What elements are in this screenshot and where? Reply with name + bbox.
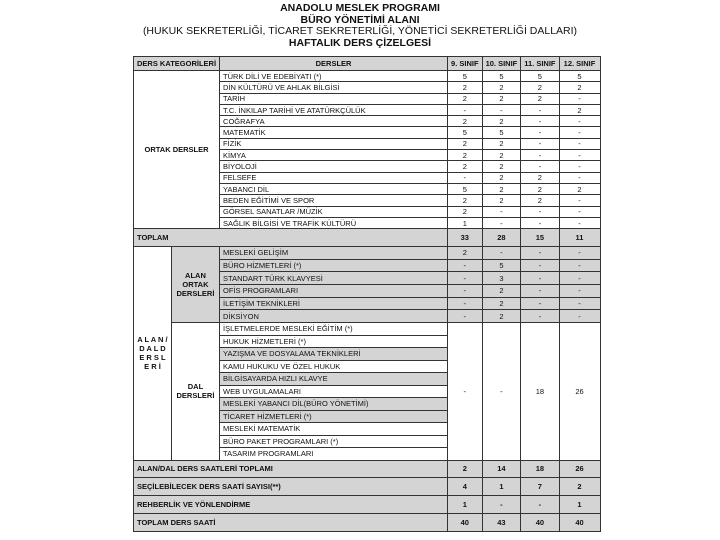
hours-cell: - — [448, 259, 483, 272]
header-grade: 11. SINIF — [521, 57, 559, 71]
hours-cell: - — [559, 127, 600, 138]
hours-cell: 5 — [448, 71, 483, 82]
hours-cell: - — [559, 259, 600, 272]
hours-cell: - — [559, 285, 600, 298]
summary-hours: - — [521, 496, 559, 514]
hours-cell: 5 — [482, 259, 521, 272]
summary-hours: 40 — [559, 513, 600, 531]
hours-cell: 3 — [482, 272, 521, 285]
course-name: BÜRO HİZMETLERİ (*) — [220, 259, 448, 272]
hours-cell: 2 — [448, 93, 483, 104]
hours-cell: - — [521, 116, 559, 127]
header-courses: DERSLER — [220, 57, 448, 71]
hours-cell: 2 — [448, 116, 483, 127]
hours-cell: - — [559, 93, 600, 104]
hours-cell: - — [559, 246, 600, 259]
course-name: BEDEN EĞİTİMİ VE SPOR — [220, 195, 448, 206]
hours-cell: - — [559, 172, 600, 183]
header-row — [134, 57, 601, 71]
course-name: STANDART TÜRK KLAVYESİ — [220, 272, 448, 285]
hours-cell: 2 — [559, 82, 600, 93]
hours-cell: - — [521, 127, 559, 138]
hours-cell: 2 — [448, 150, 483, 161]
summary-row — [134, 513, 601, 531]
course-name: WEB UYGULAMALARI — [220, 385, 448, 398]
course-name: MESLEKİ YABANCI DİL(BÜRO YÖNETİMİ) — [220, 398, 448, 411]
hours-cell: 2 — [482, 297, 521, 310]
hours-cell: 2 — [482, 195, 521, 206]
hours-cell: 2 — [559, 104, 600, 115]
hours-cell: - — [521, 217, 559, 228]
category-dal-dersleri: DAL DERSLERİ — [171, 323, 219, 461]
hours-cell: - — [521, 246, 559, 259]
hours-cell: - — [521, 161, 559, 172]
table-row — [134, 323, 601, 336]
course-name: DİKSİYON — [220, 310, 448, 323]
summary-hours: 1 — [448, 496, 483, 514]
hours-cell: 2 — [448, 195, 483, 206]
hours-cell: 5 — [521, 71, 559, 82]
summary-row — [134, 460, 601, 478]
course-name: BİLGİSAYARDA HIZLI KLAVYE — [220, 373, 448, 386]
hours-cell: 2 — [521, 195, 559, 206]
header-grade: 9. SINIF — [448, 57, 483, 71]
course-name: TÜRK DİLİ VE EDEBİYATI (*) — [220, 71, 448, 82]
hours-cell: 2 — [448, 246, 483, 259]
course-name: HUKUK HİZMETLERİ (*) — [220, 335, 448, 348]
total-label: TOPLAM — [134, 229, 448, 247]
hours-cell: 2 — [482, 172, 521, 183]
hours-cell: 2 — [521, 183, 559, 194]
hours-cell: - — [521, 285, 559, 298]
summary-hours: 40 — [448, 513, 483, 531]
title-field: BÜRO YÖNETİMİ ALANI — [300, 13, 420, 26]
header-grade: 10. SINIF — [482, 57, 521, 71]
hours-cell: - — [559, 150, 600, 161]
summary-hours: - — [482, 496, 521, 514]
hours-cell: 2 — [448, 138, 483, 149]
hours-cell: 2 — [559, 183, 600, 194]
course-name: FİZİK — [220, 138, 448, 149]
hours-cell: 2 — [482, 82, 521, 93]
course-name: İŞLETMELERDE MESLEKİ EĞİTİM (*) — [220, 323, 448, 336]
title-branches: (HUKUK SEKRETERLİĞİ, TİCARET SEKRETERLİĞİ, YÖNETİCİ SEKRETERLİĞİ DALLARI) — [142, 25, 578, 37]
hours-cell: 2 — [521, 93, 559, 104]
hours-cell: - — [448, 323, 483, 461]
hours-cell: - — [482, 217, 521, 228]
summary-row — [134, 496, 601, 514]
hours-cell: - — [559, 116, 600, 127]
summary-hours: 40 — [521, 513, 559, 531]
course-name: KİMYA — [220, 150, 448, 161]
summary-row — [134, 478, 601, 496]
hours-cell: - — [482, 104, 521, 115]
hours-cell: 2 — [448, 206, 483, 217]
course-name: BİYOLOJİ — [220, 161, 448, 172]
course-name: GÖRSEL SANATLAR /MÜZİK — [220, 206, 448, 217]
total-row — [134, 229, 601, 247]
course-name: BÜRO PAKET PROGRAMLARI (*) — [220, 435, 448, 448]
hours-cell: 2 — [448, 82, 483, 93]
hours-cell: 2 — [482, 150, 521, 161]
course-name: TARİH — [220, 93, 448, 104]
hours-cell: - — [521, 150, 559, 161]
hours-cell: 5 — [448, 183, 483, 194]
hours-cell: - — [559, 195, 600, 206]
hours-cell: 5 — [482, 127, 521, 138]
table-row — [134, 246, 601, 259]
total-hours: 33 — [448, 229, 483, 247]
course-name: MESLEKİ GELİŞİM — [220, 246, 448, 259]
hours-cell: - — [448, 297, 483, 310]
hours-cell: - — [521, 272, 559, 285]
summary-hours: 2 — [559, 478, 600, 496]
hours-cell: 2 — [482, 93, 521, 104]
total-hours: 11 — [559, 229, 600, 247]
summary-hours: 4 — [448, 478, 483, 496]
summary-hours: 43 — [482, 513, 521, 531]
hours-cell: - — [559, 297, 600, 310]
course-name: MESLEKİ MATEMATİK — [220, 423, 448, 436]
category-alan-ortak: ALAN ORTAK DERSLERİ — [171, 246, 219, 322]
summary-hours: 2 — [448, 460, 483, 478]
title-schedule: HAFTALIK DERS ÇİZELGESİ — [288, 36, 432, 49]
hours-cell: - — [521, 206, 559, 217]
course-name: SAĞLIK BİLGİSİ VE TRAFİK KÜLTÜRÜ — [220, 217, 448, 228]
summary-label: ALAN/DAL DERS SAATLERİ TOPLAMI — [134, 460, 448, 478]
hours-cell: 2 — [482, 138, 521, 149]
summary-hours: 1 — [559, 496, 600, 514]
hours-cell: - — [448, 272, 483, 285]
hours-cell: - — [521, 104, 559, 115]
header-grade: 12. SINIF — [559, 57, 600, 71]
hours-cell: - — [559, 310, 600, 323]
summary-label: SEÇİLEBİLECEK DERS SAATİ SAYISI(**) — [134, 478, 448, 496]
hours-cell: 2 — [482, 183, 521, 194]
summary-hours: 7 — [521, 478, 559, 496]
course-name: OFİS PROGRAMLARI — [220, 285, 448, 298]
hours-cell: - — [448, 104, 483, 115]
hours-cell: - — [559, 206, 600, 217]
summary-hours: 1 — [482, 478, 521, 496]
hours-cell: - — [448, 172, 483, 183]
hours-cell: - — [448, 310, 483, 323]
hours-cell: - — [559, 161, 600, 172]
hours-cell: 2 — [521, 172, 559, 183]
hours-cell: 5 — [559, 71, 600, 82]
hours-cell: - — [521, 310, 559, 323]
hours-cell: 5 — [482, 71, 521, 82]
category-alan-dal-dersleri: A L A N / D A L D E R S L E R İ — [134, 246, 172, 460]
hours-cell: - — [482, 246, 521, 259]
hours-cell: - — [559, 272, 600, 285]
hours-cell: 1 — [448, 217, 483, 228]
course-name: TİCARET HİZMETLERİ (*) — [220, 410, 448, 423]
course-name: DİN KÜLTÜRÜ VE AHLAK BİLGİSİ — [220, 82, 448, 93]
hours-cell: - — [482, 323, 521, 461]
total-hours: 28 — [482, 229, 521, 247]
title-program: ANADOLU MESLEK PROGRAMI — [280, 2, 440, 14]
hours-cell: 2 — [482, 116, 521, 127]
summary-label: TOPLAM DERS SAATİ — [134, 513, 448, 531]
hours-cell: 18 — [521, 323, 559, 461]
hours-cell: 26 — [559, 323, 600, 461]
weekly-schedule-table — [133, 56, 601, 532]
summary-hours: 18 — [521, 460, 559, 478]
course-name: FELSEFE — [220, 172, 448, 183]
hours-cell: - — [521, 138, 559, 149]
summary-hours: 26 — [559, 460, 600, 478]
course-name: YAZIŞMA VE DOSYALAMA TEKNİKLERİ — [220, 348, 448, 361]
hours-cell: 2 — [448, 161, 483, 172]
hours-cell: 2 — [482, 161, 521, 172]
summary-label: REHBERLİK VE YÖNLENDİRME — [134, 496, 448, 514]
document-title — [0, 3, 720, 49]
category-ortak-dersler: ORTAK DERSLER — [134, 71, 220, 229]
hours-cell: - — [559, 217, 600, 228]
hours-cell: - — [559, 138, 600, 149]
hours-cell: - — [448, 285, 483, 298]
hours-cell: 2 — [482, 310, 521, 323]
hours-cell: - — [521, 259, 559, 272]
summary-hours: 14 — [482, 460, 521, 478]
total-hours: 15 — [521, 229, 559, 247]
header-category: DERS KATEGORİLERİ — [134, 57, 220, 71]
hours-cell: 2 — [482, 285, 521, 298]
course-name: KAMU HUKUKU VE ÖZEL HUKUK — [220, 360, 448, 373]
hours-cell: - — [521, 297, 559, 310]
course-name: MATEMATİK — [220, 127, 448, 138]
hours-cell: 2 — [521, 82, 559, 93]
hours-cell: - — [482, 206, 521, 217]
course-name: İLETİŞİM TEKNİKLERİ — [220, 297, 448, 310]
course-name: YABANCI DİL — [220, 183, 448, 194]
course-name: TASARIM PROGRAMLARI — [220, 448, 448, 461]
hours-cell: 5 — [448, 127, 483, 138]
course-name: T.C. İNKILAP TARİHİ VE ATATÜRKÇÜLÜK — [220, 104, 448, 115]
table-row — [134, 71, 601, 82]
course-name: COĞRAFYA — [220, 116, 448, 127]
